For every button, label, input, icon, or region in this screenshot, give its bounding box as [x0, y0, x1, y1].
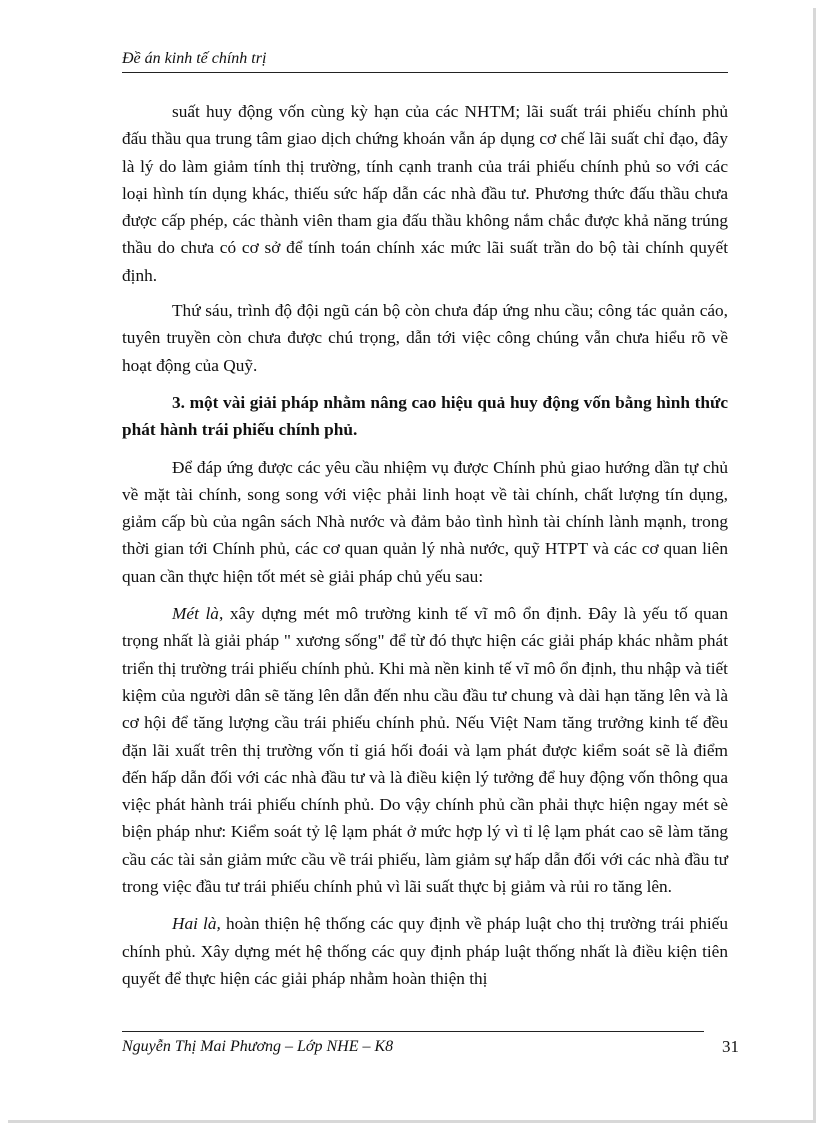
- section-heading: 3. một vài giải pháp nhằm nâng cao hiệu quả huy động vốn bằng hình thức phát hành trái phiếu chính phủ.: [122, 392, 728, 440]
- paragraph: Thứ sáu, trình độ đội ngũ cán bộ còn chưa đáp ứng nhu cầu; công tác quản cáo, tuyên truyền còn chưa được chú trọng, dẫn tới việc công chúng vẫn chưa hiểu rõ về hoạt động của Quỹ.: [122, 301, 728, 375]
- page-number: 31: [722, 1037, 739, 1056]
- paragraph-lead: Mét là: [172, 604, 219, 624]
- paragraph-lead: Hai là,: [172, 914, 221, 934]
- footer-author: Nguyễn Thị Mai Phương – Lớp NHE – K8: [122, 1038, 394, 1055]
- paragraph: Để đáp ứng được các yêu cầu nhiệm vụ được Chính phủ giao hướng dần tự chủ về mặt tài chính, song song với việc phải linh hoạt về tài chính, chất lượng tín dụng, giảm cấp bù của ngân sách Nhà nước và đảm bảo tình hình tài chính lành mạnh, trong thời gian tới Chính phủ, các cơ quan quản lý nhà nước, quỹ HTPT và các cơ quan liên quan cần thực hiện tốt mét sè giải pháp chủ yếu sau:: [122, 457, 728, 586]
- header-title: Đề án kinh tế chính trị: [122, 50, 267, 67]
- paragraph: [122, 910, 728, 992]
- footer-divider: [122, 1031, 704, 1032]
- paragraph: suất huy động vốn cùng kỳ hạn của các NHTM; lãi suất trái phiếu chính phủ đấu thầu qua trung tâm giao dịch chứng khoán vẫn áp dụng cơ chế lãi suất chỉ đạo, đây là lý do làm giảm tính thị trường, tính cạnh tranh của trái phiếu chính phủ so với các loại hình tín dụng khác, thiếu sức hấp dẫn các nhà đầu tư. Phương thức đấu thầu chưa được cấp phép, các thành viên tham gia đấu thầu không nắm chắc được khả năng trúng thầu do chưa có cơ sở để tính toán chính xác mức lãi suất trần do bộ tài chính quyết định.: [122, 102, 728, 285]
- paragraph-text: , xây dựng mét mô trường kinh tế vĩ mô ổn định. Đây là yếu tố quan trọng nhất là giải pháp " xương sống" để từ đó thực hiện các giải pháp khác nhằm phát triển thị trường trái phiếu chính phủ. Khi mà nền kinh tế vĩ mô ổn định, thu nhập và tiết kiệm của người dân sẽ tăng lên dẫn đến nhu cầu đầu tư chung và dài hạn tăng lên và là cơ hội để tăng lượng cầu trái phiếu chính phủ. Nếu Việt Nam tăng trưởng kinh tế đều đặn lãi xuất trên thị trường vốn tỉ giá hối đoái và lạm phát được kiểm soát sẽ là điểm đến hấp dẫn đối với các nhà đầu tư và là điều kiện lý tưởng để huy động vốn thông qua việc phát hành trái phiếu chính phủ. Do vậy chính phủ cần phải thực hiện ngay mét sè biện pháp như: Kiểm soát tỷ lệ lạm phát ở mức hợp lý vì tỉ lệ lạm phát cao sẽ làm tăng cầu các tài sản giảm mức cầu về trái phiếu, làm giảm sự hấp dẫn đối với các nhà đầu tư trong việc đầu tư trái phiếu chính phủ vì lãi suất thực bị giảm và rủi ro tăng lên.: [122, 604, 728, 897]
- paragraph: [122, 600, 728, 900]
- paragraph-text: hoàn thiện hệ thống các quy định về pháp luật cho thị trường trái phiếu chính phủ. Xây dựng mét hệ thống các quy định pháp luật thống nhất là điều kiện tiên quyết để thực hiện các giải pháp nhằm hoàn thiện thị: [122, 914, 728, 988]
- document-body: [122, 98, 728, 1002]
- running-header: [122, 48, 728, 73]
